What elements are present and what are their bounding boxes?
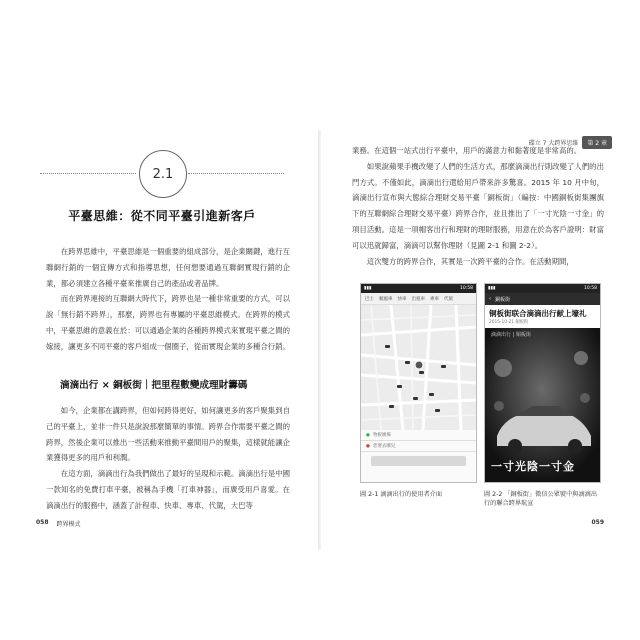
figure-tongbanjie-screenshot	[484, 283, 601, 483]
article-headline: 铜板街联合滴滴出行献上壕礼	[489, 309, 587, 318]
chapter-badge: 第 2 章	[582, 136, 612, 149]
subheading: 滴滴出行 × 銅板街｜把里程數變成理財籌碼	[60, 380, 248, 391]
page-gutter	[318, 130, 321, 550]
dotted-rule-left	[40, 173, 136, 174]
paragraph: 而在跨界連接的互聯網大時代下，跨界也是一種非常重要的方式，可以說「無行銷不跨界」，那麼，跨界也有專屬的平臺思維模式。在跨界的模式中，平臺思維的意義在於：可以通過企業的各種跨界模式來實現平臺之間的嫁接，讓更多不同平臺的客戶組成一個圈子，從而實現企業的多種合行銷。	[46, 294, 290, 351]
paragraph: 如今，企業都在講跨界，但如何跨得更好，如何讓更多的客戶聚集到自己的平臺上，並非一件只是說說那麼簡單的事情。跨界合作需要平臺之間的跨界，然後企業可以推出一些活動來推動平臺間用戶的聚集，這樣就能讓企業獲得更多的用戶和利潤。	[46, 406, 290, 463]
paragraph: 業務。在這個一站式出行平臺中，用戶的滿意力和黏著度是非常高的。	[352, 146, 582, 155]
pickup-dot-icon: ●	[366, 432, 370, 438]
trip-panel	[361, 430, 476, 482]
poster-logo: 滴滴出行 | 铜板街	[491, 332, 531, 338]
folio-left	[36, 519, 81, 528]
destination-dot-icon: ●	[366, 443, 370, 449]
tab: 順風車	[379, 296, 393, 302]
right-body-text	[352, 143, 604, 269]
paragraph: 在這方面，滴滴出行為我們做出了最好的呈現和示範。滴滴出行是中國一款知名的免費打車平臺，被稱為手機「打車神器」，而廣受用戶喜愛。在滴滴出行的服務中，涵蓋了計程車、快車、專車、代駕，大巴等	[46, 469, 290, 510]
section-title: 平臺思維：從不同平臺引進新客戶	[68, 209, 256, 223]
status-bar	[485, 284, 600, 293]
back-arrow-icon: ‹	[489, 296, 491, 302]
campaign-poster	[485, 328, 600, 482]
destination-text: 您要去哪兒	[372, 444, 396, 449]
destination-field	[361, 441, 476, 452]
tab: 快車	[397, 296, 407, 302]
tab: 巴士	[365, 296, 374, 302]
paragraph: 如果說蘋果手機改變了人們的生活方式，那麼滴滴出行則改變了人們的出門方式。不僅如此，滴滴出行還給用戶帶來許多驚喜。2015 年 10 月中旬，滴滴出行宣布與大態綜合理財交易平臺「銅板街」（編按：中國銅板街集團旗下的互聯網綜合理財交易平臺）跨界合作，並且推出了「一寸光陰一寸金」的項目活動。這是一項帽客出行和理財的理財服務，用意在於為客戶證明：財富可以迅就歸富，滴滴可以幫你理財（見圖 2-1 和圖 2-2）。	[352, 161, 604, 250]
call-car-button	[371, 456, 466, 466]
dotted-rule-right	[188, 173, 284, 174]
pickup-text: 物板廣場	[372, 433, 391, 438]
section-number: 2.1	[152, 166, 174, 182]
tab: 出租車	[411, 296, 425, 302]
page-number-right: 059	[591, 519, 604, 526]
paragraph: 在跨界思維中，平臺思維是一個重要的組成部分，是企業關鍵，進行互聯網行銷的一個宜傳方式和指導思想，任何想要通過互聯網實現行銷的企業，都必須建立各種平臺來推廣自己的產品或者品牌。	[46, 247, 290, 288]
article-date: 2015-10-21 銅板街	[489, 320, 529, 325]
signal-icon: ▮▮▮	[364, 286, 372, 291]
tab: 專車	[430, 296, 439, 302]
status-time: 10:58	[584, 286, 597, 291]
figure-1-caption: 圖 2-1 滴滴出行的使用者介面	[360, 491, 443, 498]
signal-icon: ▮▮▮	[488, 286, 496, 291]
wechat-nav-title: 銅板街	[495, 296, 511, 303]
figure-2-caption: 圖 2-2 「銅板街」微信公眾號中與滴滴出行的聯合跨界航宣	[484, 491, 598, 507]
left-body-text-1	[46, 244, 290, 355]
section-number-circle	[139, 150, 187, 198]
page-number-left: 058	[36, 519, 49, 526]
map-roads	[361, 305, 476, 430]
wechat-navbar	[485, 293, 600, 305]
paragraph: 這次雙方的跨界合作，其實是一次跨平臺的合作。在活動期間，	[366, 256, 574, 266]
pickup-field	[361, 430, 476, 441]
running-header-text: 碟立 7 大跨界思維	[528, 140, 579, 147]
service-tabs	[361, 293, 476, 305]
poster-slogan: 一寸光陰一寸金	[491, 460, 575, 473]
figure-didi-screenshot	[360, 283, 477, 483]
left-body-text-2	[46, 403, 290, 514]
map-view	[361, 305, 476, 430]
status-bar	[361, 284, 476, 293]
tab: 代駕	[444, 296, 453, 302]
status-time: 10:58	[460, 286, 473, 291]
book-title: 跨界模式	[56, 521, 81, 528]
